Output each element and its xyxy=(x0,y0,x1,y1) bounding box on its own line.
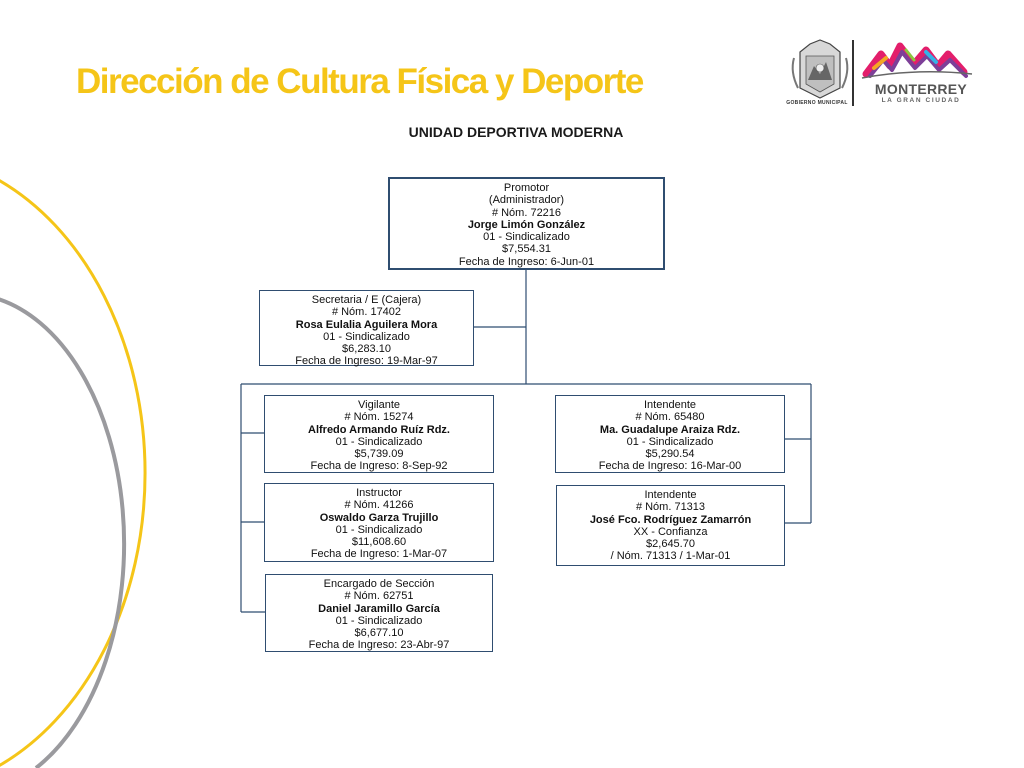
node-hire-date: Fecha de Ingreso: 16-Mar-00 xyxy=(598,460,742,473)
org-node-vigilante xyxy=(264,395,494,473)
node-status: 01 - Sindicalizado xyxy=(483,231,570,244)
node-hire-date: Fecha de Ingreso: 1-Mar-07 xyxy=(310,548,448,561)
unit-subtitle: UNIDAD DEPORTIVA MODERNA xyxy=(408,124,624,140)
seal-caption: GOBIERNO MUNICIPAL xyxy=(786,100,848,106)
org-node-intendente-1 xyxy=(555,395,785,473)
node-role: Secretaria / E (Cajera) xyxy=(311,294,422,306)
node-salary: $6,677.10 xyxy=(354,627,404,640)
node-hire-date: Fecha de Ingreso: 6-Jun-01 xyxy=(458,255,595,268)
brand-tagline: LA GRAN CIUDAD xyxy=(881,97,961,104)
node-employee-name: Ma. Guadalupe Araiza Rdz. xyxy=(599,423,741,436)
node-role: Instructor xyxy=(356,487,402,499)
brand-name: MONTERREY xyxy=(874,81,968,97)
node-employee-name: José Fco. Rodríguez Zamarrón xyxy=(589,513,752,526)
node-status: 01 - Sindicalizado xyxy=(335,435,423,448)
node-salary: $6,283.10 xyxy=(342,343,391,356)
node-payroll-number: # Nóm. 41266 xyxy=(344,499,414,512)
node-payroll-number: # Nóm. 65480 xyxy=(635,411,705,424)
node-status: 01 - Sindicalizado xyxy=(335,614,423,627)
node-status: 01 - Sindicalizado xyxy=(335,523,423,536)
node-salary: $7,554.31 xyxy=(502,243,551,256)
node-employee-name: Daniel Jaramillo García xyxy=(318,602,440,615)
node-salary: $11,608.60 xyxy=(351,536,407,549)
node-hire-date: Fecha de Ingreso: 19-Mar-97 xyxy=(295,355,438,368)
node-role: Promotor xyxy=(503,182,550,194)
node-employee-name: Rosa Eulalia Aguilera Mora xyxy=(295,318,438,331)
node-payroll-number: # Nóm. 15274 xyxy=(344,411,414,424)
node-salary: $2,645.70 xyxy=(646,538,695,551)
node-payroll-number: # Nóm. 62751 xyxy=(344,590,414,603)
node-role: Encargado de Sección xyxy=(323,578,435,590)
node-hire-date: Fecha de Ingreso: 23-Abr-97 xyxy=(308,639,450,652)
node-role: Vigilante xyxy=(358,399,400,411)
node-employee-name: Oswaldo Garza Trujillo xyxy=(319,511,439,524)
node-status: 01 - Sindicalizado xyxy=(323,330,410,343)
org-node-instructor xyxy=(264,483,494,562)
page-title: Dirección de Cultura Física y Deporte xyxy=(76,62,643,101)
node-employee-name: Jorge Limón González xyxy=(467,218,586,231)
node-payroll-number: # Nóm. 17402 xyxy=(331,306,402,319)
node-status: 01 - Sindicalizado xyxy=(626,435,714,448)
org-node-intendente-2 xyxy=(556,485,785,566)
node-hire-date: / Nóm. 71313 / 1-Mar-01 xyxy=(610,550,731,563)
node-payroll-number: # Nóm. 72216 xyxy=(491,206,562,219)
node-employee-name: Alfredo Armando Ruíz Rdz. xyxy=(308,423,450,436)
node-role: Intendente xyxy=(644,399,696,411)
node-role: Intendente xyxy=(644,489,697,501)
org-node-secretaria xyxy=(259,290,474,366)
node-role-detail: (Administrador) xyxy=(488,194,565,207)
node-hire-date: Fecha de Ingreso: 8-Sep-92 xyxy=(310,460,448,473)
node-payroll-number: # Nóm. 71313 xyxy=(635,501,706,514)
org-node-promotor xyxy=(388,177,665,270)
node-salary: $5,739.09 xyxy=(354,448,404,461)
node-salary: $5,290.54 xyxy=(645,448,695,461)
node-status: XX - Confianza xyxy=(633,525,708,538)
org-node-encargado xyxy=(265,574,493,652)
